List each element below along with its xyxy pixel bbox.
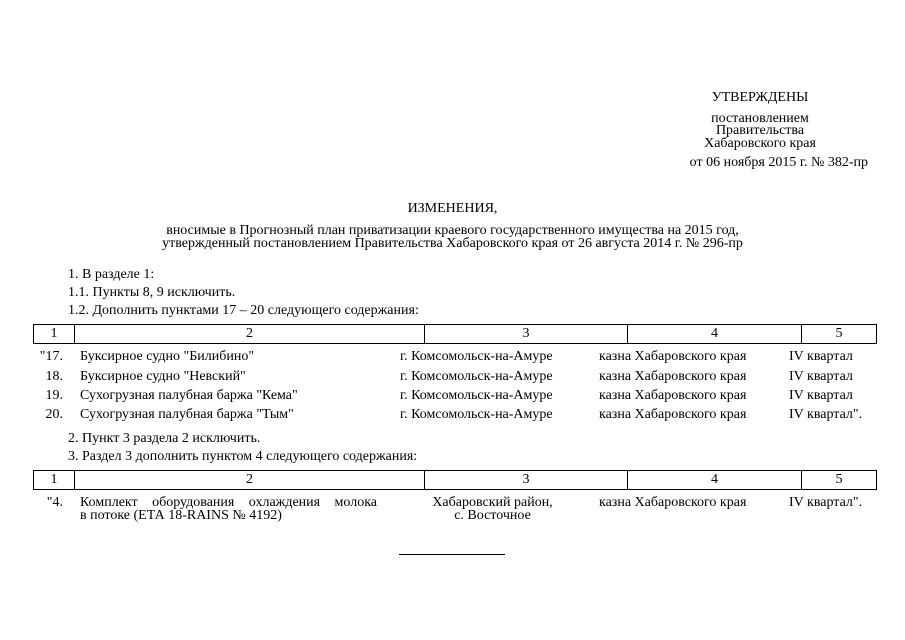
row-owner: казна Хабаровского края <box>599 407 747 422</box>
row-name-line-2: в потоке (ЕТА 18-RAINS № 4192) <box>80 508 282 523</box>
table-row <box>0 370 905 388</box>
paragraph-1: 1. В разделе 1: <box>68 267 155 282</box>
row-location: г. Комсомольск-на-Амуре <box>400 349 553 364</box>
row-location: г. Комсомольск-на-Амуре <box>400 369 553 384</box>
header-col-2: 2 <box>75 471 425 490</box>
table-row <box>0 408 905 426</box>
paragraph-1-1: 1.1. Пункты 8, 9 исключить. <box>68 285 236 300</box>
header-col-1: 1 <box>34 471 75 490</box>
header-col-5: 5 <box>802 471 877 490</box>
row-period: IV квартал <box>789 388 853 403</box>
table-1-header <box>33 324 877 344</box>
approval-line-2: Правительства <box>715 123 805 138</box>
header-col-3: 3 <box>425 325 628 344</box>
header-col-2: 2 <box>75 325 425 344</box>
row-name: Буксирное судно "Билибино" <box>80 349 255 364</box>
document-subtitle-1: вносимые в Прогнозный план приватизации краевого государственного имущества на 2015 год, <box>166 223 739 238</box>
closing-line <box>399 554 505 555</box>
row-location-line-1: Хабаровский район, <box>432 495 553 510</box>
row-name-line-1: Комплект оборудования охлаждения молока <box>80 495 377 510</box>
header-col-3: 3 <box>425 471 628 490</box>
row-name: Буксирное судно "Невский" <box>80 369 246 384</box>
row-name: Сухогрузная палубная баржа "Кема" <box>80 388 298 403</box>
row-number: "17. <box>39 349 63 364</box>
approval-title: УТВЕРЖДЕНЫ <box>711 90 809 105</box>
header-col-4: 4 <box>628 471 802 490</box>
document-title: ИЗМЕНЕНИЯ, <box>407 201 498 216</box>
row-number: 20. <box>45 407 63 422</box>
approval-line-1: постановлением <box>711 111 809 126</box>
row-owner: казна Хабаровского края <box>599 495 747 510</box>
table-row <box>0 496 905 528</box>
approval-date: от 06 ноября 2015 г. № 382-пр <box>689 155 868 170</box>
row-period: IV квартал". <box>789 407 863 422</box>
row-period: IV квартал <box>789 369 853 384</box>
header-col-4: 4 <box>628 325 802 344</box>
table-row <box>0 350 905 368</box>
row-location: г. Комсомольск-на-Амуре <box>400 388 553 403</box>
row-period: IV квартал <box>789 349 853 364</box>
row-number: "4. <box>46 495 63 510</box>
row-owner: казна Хабаровского края <box>599 349 747 364</box>
row-number: 19. <box>45 388 63 403</box>
row-number: 18. <box>45 369 63 384</box>
table-2-header <box>33 470 877 490</box>
row-location: г. Комсомольск-на-Амуре <box>400 407 553 422</box>
paragraph-3: 3. Раздел 3 дополнить пунктом 4 следующего содержания: <box>68 449 418 464</box>
header-col-1: 1 <box>34 325 75 344</box>
row-name: Сухогрузная палубная баржа "Тым" <box>80 407 294 422</box>
row-location-line-2: с. Восточное <box>454 508 531 523</box>
document-subtitle-2: утвержденный постановлением Правительства Хабаровского края от 26 августа 2014 г. № 296-пр <box>162 236 743 251</box>
table-row <box>0 389 905 407</box>
header-col-5: 5 <box>802 325 877 344</box>
row-owner: казна Хабаровского края <box>599 388 747 403</box>
paragraph-1-2: 1.2. Дополнить пунктами 17 – 20 следующего содержания: <box>68 303 419 318</box>
paragraph-2: 2. Пункт 3 раздела 2 исключить. <box>68 431 261 446</box>
approval-line-3: Хабаровского края <box>704 136 816 151</box>
row-owner: казна Хабаровского края <box>599 369 747 384</box>
row-period: IV квартал". <box>789 495 863 510</box>
